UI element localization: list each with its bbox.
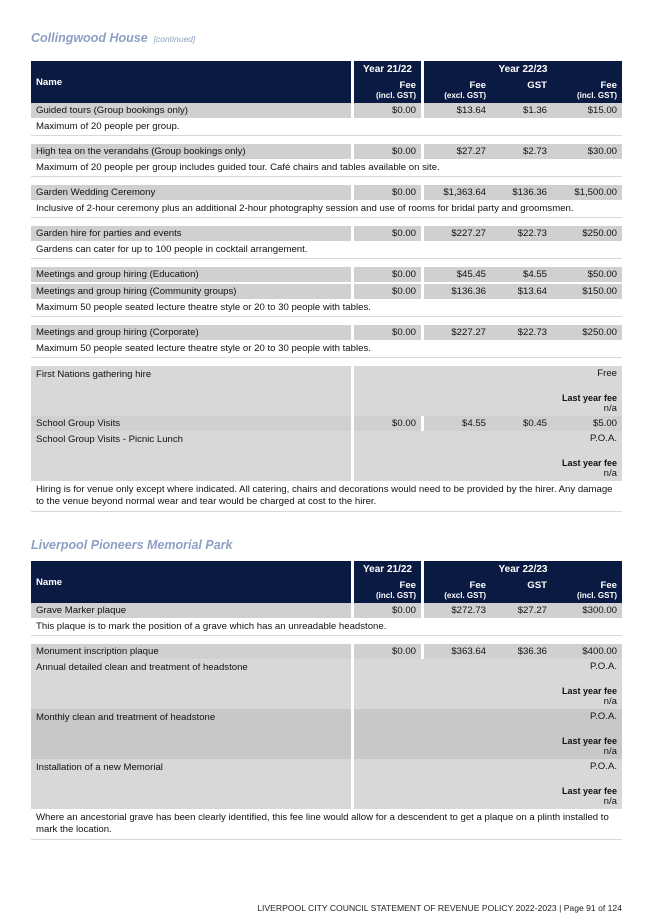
table-note: Where an ancestorial grave has been clearly identified, this fee line would allow for a descendent to get a plaque on a plinth installed to mark the location. [31, 809, 622, 840]
header-year1: Year 21/22 [351, 61, 421, 77]
table-row: High tea on the verandahs (Group bookings only) $0.00 $27.27 $2.73 $30.00 [31, 144, 622, 159]
header-name: Name [31, 561, 351, 603]
section-title-pioneers: Liverpool Pioneers Memorial Park [31, 538, 233, 552]
header-fee-excl: Fee (excl. GST) [421, 577, 491, 603]
header-fee-incl-2: Fee (incl. GST) [552, 77, 622, 103]
table-row: Grave Marker plaque $0.00 $272.73 $27.27 $300.00 [31, 603, 622, 618]
table-note: Maximum 50 people seated lecture theatre style or 20 to 30 people with tables. [31, 299, 622, 317]
table-note: This plaque is to mark the position of a grave which has an unreadable headstone. [31, 618, 622, 636]
table-row-poa: School Group Visits - Picnic Lunch P.O.A. Last year fee n/a [31, 431, 622, 481]
table-row: Monument inscription plaque $0.00 $363.64 $36.36 $400.00 [31, 644, 622, 659]
page-footer: LIVERPOOL CITY COUNCIL STATEMENT OF REVENUE POLICY 2022-2023 | Page 91 of 124 [257, 903, 622, 913]
table-row: Meetings and group hiring (Community groups) $0.00 $136.36 $13.64 $150.00 [31, 282, 622, 299]
continued-label: [continued] [153, 34, 196, 44]
table-note: Maximum of 20 people per group includes guided tour. Café chairs and tables available on site. [31, 159, 622, 177]
table-row: Meetings and group hiring (Education) $0.00 $45.45 $4.55 $50.00 [31, 267, 622, 282]
table-row: Garden Wedding Ceremony $0.00 $1,363.64 $136.36 $1,500.00 [31, 185, 622, 200]
fee-table-pioneers [31, 561, 622, 840]
table-row: Garden hire for parties and events $0.00 $227.27 $22.73 $250.00 [31, 226, 622, 241]
table-row: Guided tours (Group bookings only) $0.00 $13.64 $1.36 $15.00 [31, 103, 622, 118]
table-row-poa: Annual detailed clean and treatment of headstone P.O.A. Last year fee n/a [31, 659, 622, 709]
table-row-poa: Monthly clean and treatment of headstone P.O.A. Last year fee n/a [31, 709, 622, 759]
header-gst: GST [491, 577, 552, 603]
header-year2: Year 22/23 [421, 61, 622, 77]
header-gst: GST [491, 77, 552, 103]
header-fee-incl: Fee (incl. GST) [351, 577, 421, 603]
header-year1: Year 21/22 [351, 561, 421, 577]
table-note: Gardens can cater for up to 100 people in cocktail arrangement. [31, 241, 622, 259]
header-fee-incl: Fee (incl. GST) [351, 77, 421, 103]
table-row: Meetings and group hiring (Corporate) $0.00 $227.27 $22.73 $250.00 [31, 325, 622, 340]
table-note: Maximum of 20 people per group. [31, 118, 622, 136]
header-name: Name [31, 61, 351, 103]
table-note: Hiring is for venue only except where indicated. All catering, chairs and decorations would need to be provided by the hirer. Any damage to the venue beyond normal wear and tear would be charged at cost to the hirer. [31, 481, 622, 512]
fee-table-collingwood [31, 61, 622, 512]
section-title-collingwood: Collingwood House [continued] [31, 31, 196, 45]
table-note: Maximum 50 people seated lecture theatre style or 20 to 30 people with tables. [31, 340, 622, 358]
header-fee-excl: Fee (excl. GST) [421, 77, 491, 103]
table-row: School Group Visits $0.00 $4.55 $0.45 $5.00 [31, 416, 622, 431]
table-row-poa: Installation of a new Memorial P.O.A. Last year fee n/a [31, 759, 622, 809]
table-row-poa: First Nations gathering hire Free Last year fee n/a [31, 366, 622, 416]
table-note: Inclusive of 2-hour ceremony plus an additional 2-hour photography session and use of rooms for bridal party and groomsmen. [31, 200, 622, 218]
header-fee-incl-2: Fee (incl. GST) [552, 577, 622, 603]
header-year2: Year 22/23 [421, 561, 622, 577]
